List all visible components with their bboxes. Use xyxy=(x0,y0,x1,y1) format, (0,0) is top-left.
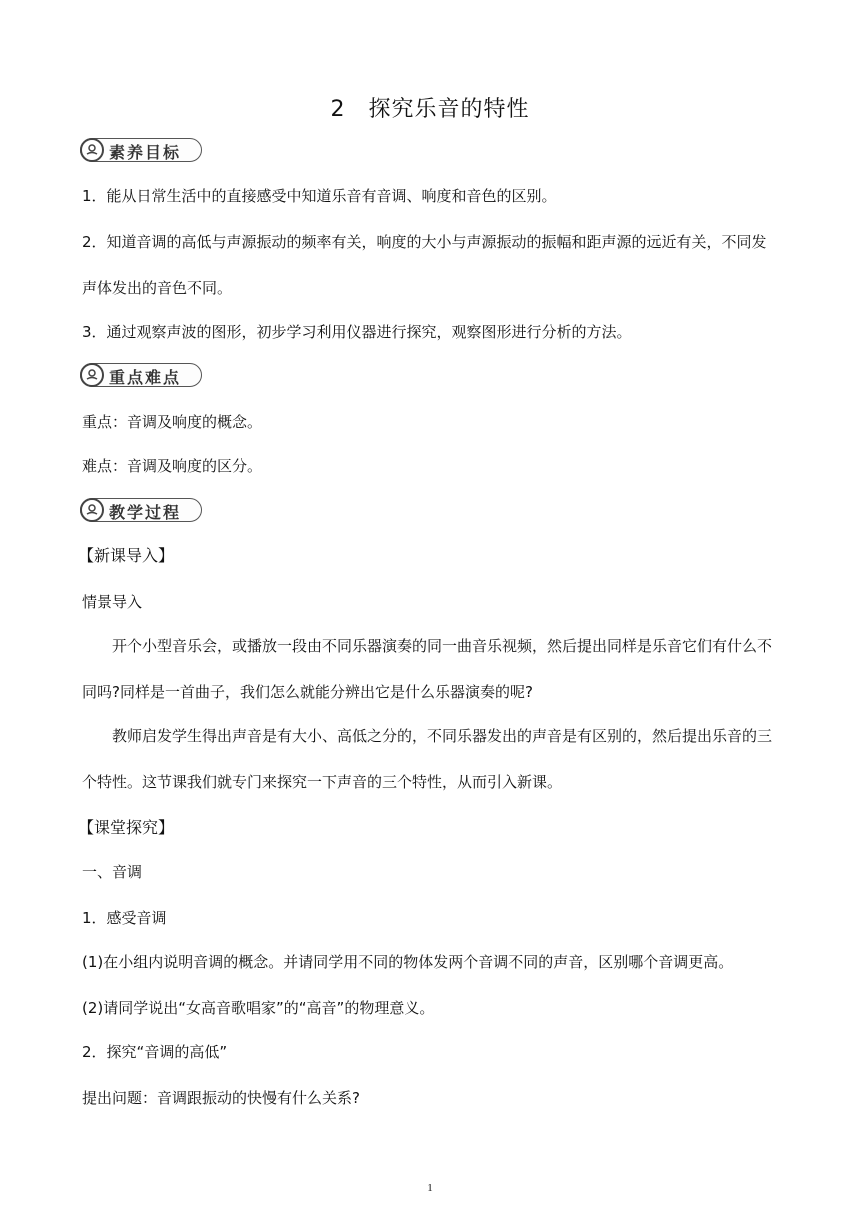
subheading: 情景导入 xyxy=(82,593,143,611)
page-title: 2 探究乐音的特性 xyxy=(330,97,530,122)
list-item: 2．探究“音调的高低” xyxy=(82,1043,228,1061)
paragraph-line: 教师启发学生得出声音是有大小、高低之分的，不同乐器发出的声音是有区别的，然后提出乐音的三 xyxy=(112,727,773,745)
goal-item: 2．知道音调的高低与声源振动的频率有关，响度的大小与声源振动的振幅和距声源的远近有关，不同发 xyxy=(82,233,767,251)
difficult-point: 难点：音调及响度的区分。 xyxy=(82,457,263,475)
key-point: 重点：音调及响度的概念。 xyxy=(82,413,263,431)
goal-item-continued: 声体发出的音色不同。 xyxy=(82,279,233,297)
goal-item: 3．通过观察声波的图形，初步学习利用仪器进行探究，观察图形进行分析的方法。 xyxy=(82,323,632,341)
list-item: (1)在小组内说明音调的概念。并请同学用不同的物体发两个音调不同的声音，区别哪个音调更高。 xyxy=(82,953,734,971)
paragraph-line: 个特性。这节课我们就专门来探究一下声音的三个特性，从而引入新课。 xyxy=(82,773,563,791)
badge-icon xyxy=(80,138,104,162)
badge-label: 重点难点 xyxy=(109,368,182,387)
section-badge-goals xyxy=(80,138,202,162)
section-badge-key-points xyxy=(80,363,202,387)
section-badge-process xyxy=(80,498,202,522)
badge-label: 教学过程 xyxy=(109,503,182,522)
paragraph-line: 同吗?同样是一首曲子，我们怎么就能分辨出它是什么乐器演奏的呢? xyxy=(82,683,533,701)
badge-icon xyxy=(80,363,104,387)
section-heading: 【新课导入】 xyxy=(78,546,175,565)
paragraph-line: 开个小型音乐会，或播放一段由不同乐器演奏的同一曲音乐视频，然后提出同样是乐音它们有什么不 xyxy=(112,637,773,655)
badge-label: 素养目标 xyxy=(109,143,182,162)
goal-item: 1．能从日常生活中的直接感受中知道乐音有音调、响度和音色的区别。 xyxy=(82,187,557,205)
badge-icon xyxy=(80,498,104,522)
section-heading: 【课堂探究】 xyxy=(78,818,175,837)
list-item: (2)请同学说出“女高音歌唱家”的“高音”的物理意义。 xyxy=(82,999,435,1017)
part-heading: 一、音调 xyxy=(82,863,143,881)
question-line: 提出问题：音调跟振动的快慢有什么关系? xyxy=(82,1089,360,1107)
list-item: 1．感受音调 xyxy=(82,909,167,927)
page-number: 1 xyxy=(427,1182,433,1194)
